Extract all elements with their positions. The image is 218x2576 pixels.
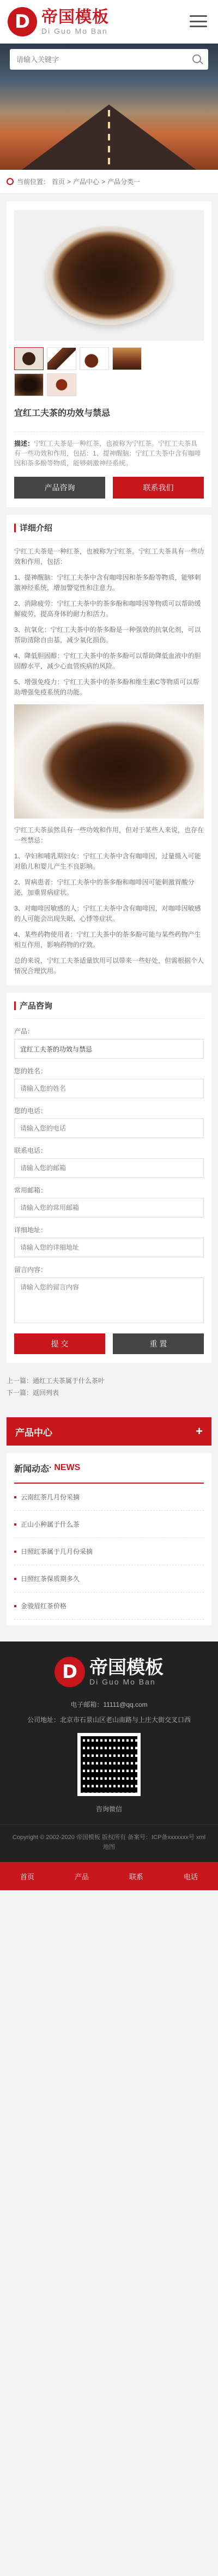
- article-section: [7, 515, 211, 985]
- news-item[interactable]: 日照红茶属于几月份采摘: [14, 1538, 204, 1565]
- banner: [0, 44, 218, 170]
- contact-label: 联系电话：: [14, 1147, 47, 1154]
- product-card: [7, 201, 211, 507]
- footer-logo: [0, 1657, 218, 1687]
- thumbnail[interactable]: [80, 347, 109, 370]
- nav-phone[interactable]: 电话: [183, 1872, 198, 1881]
- copyright: Copyright © 2002-2020 帝国模板 版权所有 备案号：ICP备xxxxxxx号 xml地图: [0, 1824, 218, 1890]
- breadcrumb-home[interactable]: 首页: [52, 178, 65, 186]
- article-paragraph: 4、降低胆固醇：宁红工夫茶中的茶多酚可以帮助降低血液中的胆固醇水平，减少心血管疾病的风险。: [14, 652, 201, 670]
- name-field[interactable]: [14, 1079, 204, 1098]
- breadcrumb: 当前位置： 首页 > 产品中心 > 产品分类一: [0, 170, 218, 194]
- article-paragraph: 2、胃病患者：宁红工夫茶中的茶多酚和咖啡因可能刺激胃酸分泌，加重胃病症状。: [14, 878, 195, 896]
- tea-plate-image: [46, 226, 172, 325]
- bottom-nav: [0, 1862, 218, 1890]
- news-heading: 新闻动态 · NEWS: [14, 1453, 204, 1484]
- article-paragraph: 1、提神醒脑：宁红工夫茶中含有咖啡因和茶多酚等物质，能够刺激神经系统，增加警觉性和注意力。: [14, 574, 201, 592]
- nav-home[interactable]: 首页: [20, 1872, 34, 1881]
- footer-wrap: [0, 1641, 218, 1890]
- home-icon: [7, 178, 14, 185]
- thumbnail[interactable]: [14, 347, 44, 370]
- content-field[interactable]: [14, 1277, 204, 1323]
- product-main-image: [14, 210, 204, 341]
- product-center-bar[interactable]: [7, 1417, 211, 1446]
- article-paragraph: 宁红工夫茶是一种红茶，也被称为宁红茶。宁红工夫茶具有一些功效和作用，包括：: [14, 548, 204, 565]
- footer-logo-title: 帝国模板: [89, 1657, 164, 1678]
- breadcrumb-label: 当前位置：: [17, 178, 50, 186]
- desc-text: 宁红工夫茶是一种红茶，也被称为宁红茶。宁红工夫茶具有一些功效和作用，包括：1、提神醒脑：宁红工夫茶中含有咖啡因和茶多酚等物质，能够刺激神经系统。: [14, 440, 201, 467]
- search-icon[interactable]: [186, 49, 208, 70]
- article-paragraph: 3、抗氧化：宁红工夫茶中的茶多酚是一种强效的抗氧化剂，可以帮助清除自由基，减少氧化损伤。: [14, 626, 201, 644]
- product-field[interactable]: [14, 1039, 204, 1059]
- reset-button[interactable]: 重 置: [113, 1333, 204, 1354]
- prev-link[interactable]: 上一篇：通红工夫茶属于什么茶叶: [7, 1377, 105, 1385]
- phone-label: 您的电话：: [14, 1107, 47, 1115]
- news-item[interactable]: 正山小种属于什么茶: [14, 1511, 204, 1538]
- footer-address: 公司地址：北京市石景山区老山南路与上庄大街交叉口西: [27, 1716, 191, 1724]
- thumbnail[interactable]: [47, 347, 76, 370]
- product-label: 产品：: [14, 1028, 34, 1035]
- section-heading: 详细介绍: [14, 515, 204, 541]
- email-field[interactable]: [14, 1198, 204, 1218]
- breadcrumb-category[interactable]: 产品中心: [73, 178, 100, 186]
- news-item[interactable]: 日照红茶保质期多久: [14, 1565, 204, 1593]
- article-paragraph: 5、增强免疫力：宁红工夫茶中的茶多酚和维生素C等物质可以帮助增强免疫系统的功能。: [14, 678, 199, 696]
- consult-button[interactable]: 产品咨询: [14, 477, 105, 499]
- address-field[interactable]: [14, 1238, 204, 1257]
- logo[interactable]: [41, 8, 109, 35]
- product-thumbnails: [14, 347, 204, 370]
- article-paragraph: 2、消除疲劳：宁红工夫茶中的茶多酚和咖啡因等物质可以帮助缓解疲劳，提高身体的耐力和活力。: [14, 600, 201, 618]
- news-item[interactable]: 金骏眉红茶价格: [14, 1593, 204, 1620]
- qr-code-icon: [77, 1733, 141, 1796]
- banner-road-line: [108, 110, 110, 170]
- thumbnail[interactable]: [14, 373, 44, 396]
- product-thumbnails: [14, 373, 204, 396]
- logo-icon: D: [55, 1657, 85, 1687]
- address-label: 详细地址：: [14, 1226, 47, 1234]
- contact-field[interactable]: [14, 1158, 204, 1178]
- qr-label: 咨询微信: [95, 1805, 122, 1813]
- desc-label: 描述：: [14, 440, 34, 447]
- logo-subtitle: Di Guo Mo Ban: [41, 27, 108, 35]
- submit-button[interactable]: 提 交: [14, 1333, 105, 1354]
- nav-products[interactable]: 产品: [74, 1872, 89, 1881]
- product-buttons: [14, 477, 204, 499]
- product-title: 宜红工夫茶的功效与禁忌: [14, 409, 111, 418]
- breadcrumb-current[interactable]: 产品分类一: [107, 178, 141, 186]
- article-paragraph: 宁红工夫茶虽然具有一些功效和作用，但对于某些人来说，也存在一些禁忌：: [14, 826, 204, 844]
- news-item[interactable]: 云南红茶几月份采摘: [14, 1484, 204, 1511]
- next-link[interactable]: 下一篇：返回列表: [7, 1389, 59, 1397]
- logo-icon[interactable]: D: [8, 7, 37, 36]
- form-buttons: [14, 1333, 204, 1354]
- article-paragraph: 4、某些药物使用者：宁红工夫茶中的茶多酚可能与某些药物产生相互作用，影响药物的疗效。: [14, 931, 201, 949]
- nav-contact[interactable]: 联系: [129, 1872, 143, 1881]
- news-section: [7, 1453, 211, 1625]
- header: [0, 0, 218, 44]
- prev-next-nav: [7, 1370, 211, 1410]
- product-description: [14, 432, 204, 468]
- article-paragraph: 1、孕妇和哺乳期妇女：宁红工夫茶中含有咖啡因，过量摄入可能对胎儿和婴儿产生不良影响。: [14, 852, 201, 870]
- article-image: [14, 704, 204, 819]
- footer-email: 电子邮箱：11111@qq.com: [70, 1701, 148, 1708]
- logo-title: 帝国模板: [41, 8, 109, 26]
- search-bar: [10, 49, 208, 70]
- email-label: 常用邮箱：: [14, 1186, 47, 1194]
- content-label: 留言内容：: [14, 1266, 47, 1274]
- footer-logo-subtitle: Di Guo Mo Ban: [89, 1677, 156, 1686]
- article-paragraph: 3、对咖啡因敏感的人：宁红工夫茶中含有咖啡因，对咖啡因敏感的人可能会出现失眠、心悸等症状。: [14, 905, 201, 923]
- search-input[interactable]: [10, 49, 186, 70]
- name-label: 您的姓名：: [14, 1067, 47, 1075]
- inquiry-form: [7, 993, 211, 1363]
- footer: [0, 1641, 218, 1890]
- phone-field[interactable]: [14, 1118, 204, 1138]
- article-paragraph: 总的来说，宁红工夫茶适量饮用可以带来一些好处，但需根据个人情况合理饮用。: [14, 957, 204, 975]
- plus-icon[interactable]: +: [196, 1424, 203, 1438]
- menu-icon[interactable]: [190, 13, 207, 29]
- section-heading: 产品咨询: [14, 993, 204, 1019]
- thumbnail[interactable]: [112, 347, 142, 370]
- contact-button[interactable]: 联系我们: [113, 477, 204, 499]
- thumbnail[interactable]: [47, 373, 76, 396]
- product-center-label: 产品中心: [15, 1427, 52, 1438]
